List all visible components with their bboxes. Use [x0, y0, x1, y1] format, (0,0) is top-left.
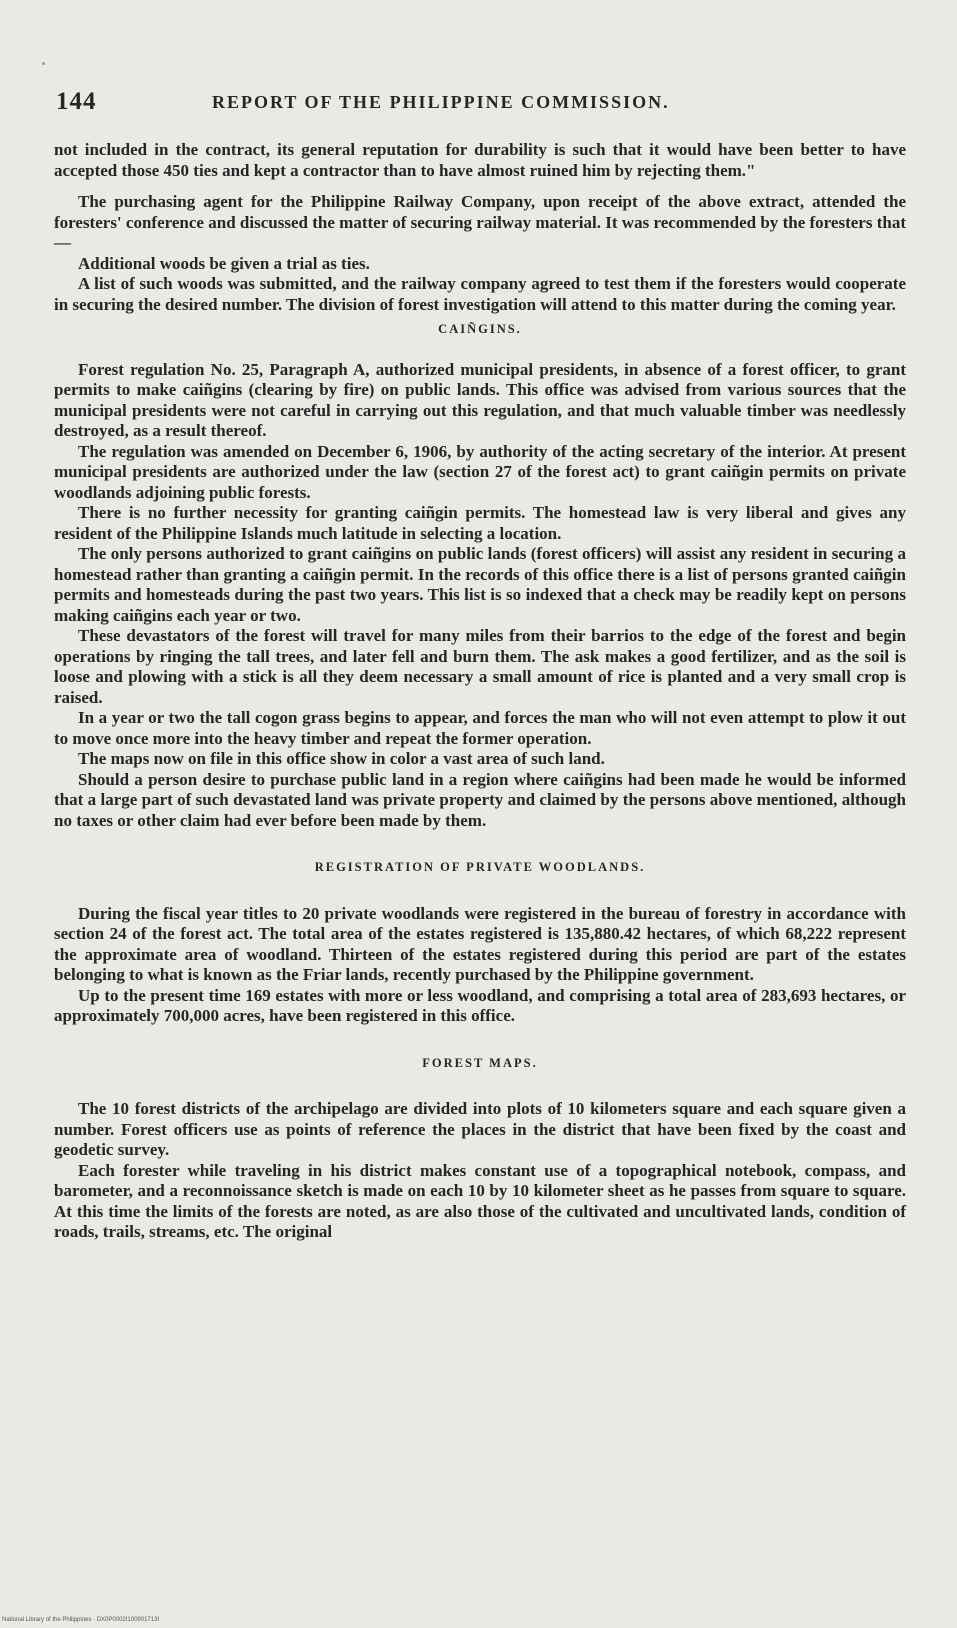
caingins-paragraph-7: The maps now on file in this office show in color a vast area of such land.: [78, 749, 605, 768]
section-heading-registration: REGISTRATION OF PRIVATE WOODLANDS.: [314, 860, 646, 874]
scan-speck: [42, 62, 45, 65]
caingins-paragraph-1: Forest regulation No. 25, Paragraph A, authorized municipal presidents, in absence of a forest officer, to grant permits to make caiñgins (clearing by fire) on public lands. This office was advised from various sources that the municipal presidents were not careful in carrying out this regulation, and that much valuable timber was needlessly destroyed, as a result thereof.: [54, 359, 906, 440]
section-heading-caingins: CAIÑGINS.: [438, 322, 522, 336]
caingins-paragraph-3: There is no further necessity for granting caiñgin permits. The homestead law is very liberal and gives any resident of the Philippine Islands much latitude in selecting a location.: [54, 503, 906, 543]
running-title: REPORT OF THE PHILIPPINE COMMISSION.: [212, 92, 670, 112]
caingins-paragraph-5: These devastators of the forest will travel for many miles from their barrios to the edge of the forest and begin operations by ringing the tall trees, and later fell and burn them. The ask makes a good fertilizer, and as the soil is loose and plowing with a stick is all they deem necessary a small amount of rice is planted and a very small crop is raised.: [54, 626, 906, 707]
paragraph-intro-2: The purchasing agent for the Philippine Railway Company, upon receipt of the above extract, attended the foresters' conference and discussed the matter of securing railway material. It was recommended by the foresters that—: [54, 192, 906, 252]
body-text: [54, 140, 906, 1243]
caingins-paragraph-6: In a year or two the tall cogon grass begins to appear, and forces the man who will not even attempt to plow it out to move once more into the heavy timber and repeat the former operation.: [54, 708, 906, 748]
registration-paragraph-2: Up to the present time 169 estates with more or less woodland, and comprising a total area of 283,693 hectares, or approximately 700,000 acres, have been registered in this office.: [54, 985, 906, 1025]
page-number: 144: [56, 88, 97, 115]
caingins-paragraph-4: The only persons authorized to grant caiñgins on public lands (forest officers) will assist any resident in securing a homestead rather than granting a caiñgin permit. In the records of this office there is a list of persons granted caiñgin permits and homesteads during the past two years. This list is so indexed that a check may be readily kept on persons making caiñgins each year or two.: [54, 544, 906, 625]
forest-maps-paragraph-1: The 10 forest districts of the archipelago are divided into plots of 10 kilometers square and each square given a number. Forest officers use as points of reference the places in the district that have been fixed by the coast and geodetic survey.: [54, 1099, 906, 1159]
forest-maps-paragraph-2: Each forester while traveling in his district makes constant use of a topographical notebook, compass, and barometer, and a reconnoissance sketch is made on each 10 by 10 kilometer sheet as he passes from square to square. At this time the limits of the forests are noted, as are also those of the cultivated and uncultivated lands, condition of roads, trails, streams, etc. The original: [54, 1160, 906, 1241]
scan-credit: National Library of the Philippines · DX0P0002I100901713I: [2, 1617, 160, 1623]
paragraph-intro-3: Additional woods be given a trial as ties.: [78, 253, 370, 273]
registration-paragraph-1: During the fiscal year titles to 20 private woodlands were registered in the bureau of forestry in accordance with section 24 of the forest act. The total area of the estates registered is 135,880.42 hectares, of which 68,222 represent the approximate area of woodland. Thirteen of the estates registered during this period are part of the estates belonging to what is known as the Friar lands, recently purchased by the Philippine government.: [54, 903, 906, 984]
caingins-paragraph-2: The regulation was amended on December 6, 1906, by authority of the acting secretary of the interior. At present municipal presidents are authorized under the law (section 27 of the forest act) to grant caiñgin permits on private woodlands adjoining public forests.: [54, 441, 906, 502]
paragraph-intro-1: not included in the contract, its general reputation for durability is such that it would have been better to have accepted those 450 ties and kept a contractor than to have almost ruined him by rejecting them.": [54, 140, 906, 180]
page-header: [56, 88, 916, 124]
paragraph-intro-4: A list of such woods was submitted, and the railway company agreed to test them if the foresters would cooperate in securing the desired number. The division of forest investigation will attend to this matter during the coming year.: [54, 274, 906, 314]
section-heading-forest-maps: FOREST MAPS.: [422, 1055, 538, 1070]
caingins-paragraph-8: Should a person desire to purchase public land in a region where caiñgins had been made he would be informed that a large part of such devastated land was private property and claimed by the persons above mentioned, although no taxes or other claim had ever before been made by them.: [54, 769, 906, 830]
